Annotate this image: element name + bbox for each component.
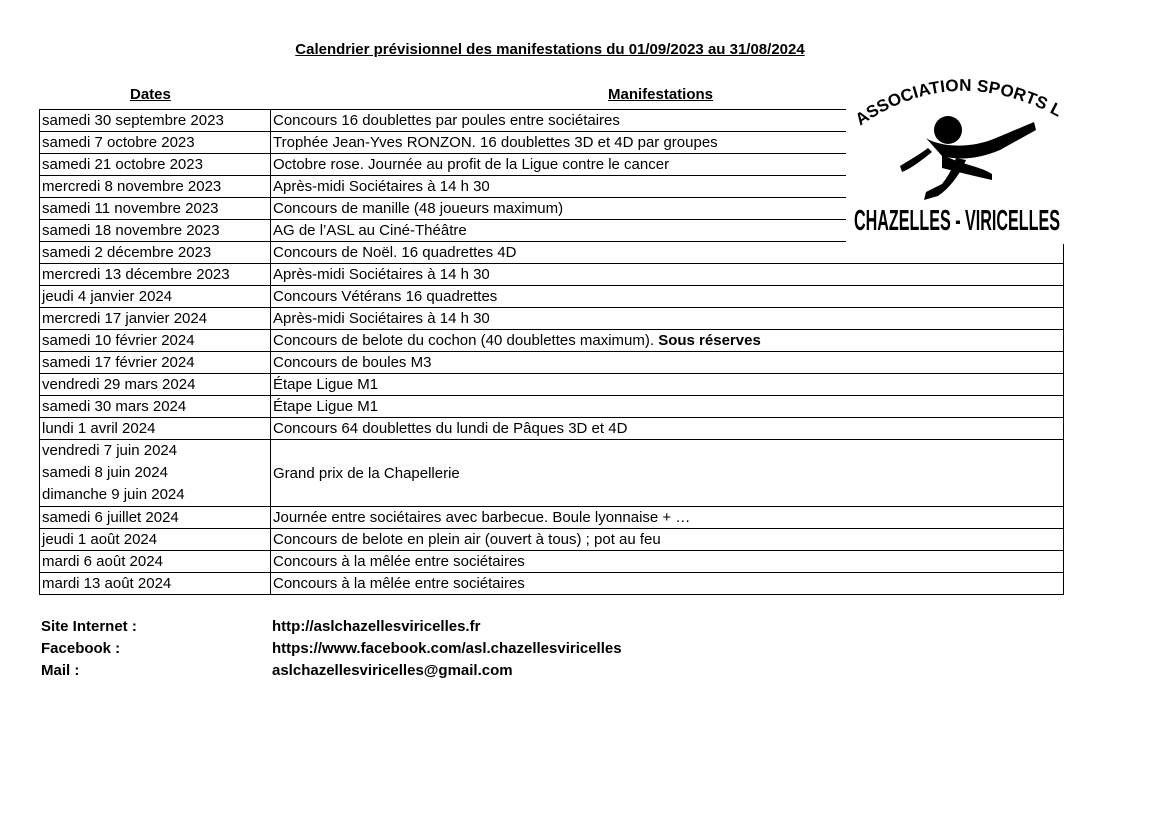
logo-name-text: CHAZELLES - VIRICELLES: [854, 205, 1060, 237]
website-link[interactable]: http://aslchazellesviricelles.fr: [272, 618, 481, 635]
event-cell: Étape Ligue M1: [271, 374, 1064, 396]
date-cell: mardi 13 août 2024: [40, 573, 271, 595]
date-cell: vendredi 29 mars 2024: [40, 374, 271, 396]
date-cell: samedi 21 octobre 2023: [40, 154, 271, 176]
event-cell: Concours à la mêlée entre sociétaires: [271, 573, 1064, 595]
date-line: dimanche 9 juin 2024: [42, 486, 185, 503]
table-row: [40, 440, 1064, 507]
event-cell: Concours de belote en plein air (ouvert à tous) ; pot au feu: [271, 529, 1064, 551]
date-cell: samedi 6 juillet 2024: [40, 507, 271, 529]
mail-link[interactable]: aslchazellesviricelles@gmail.com: [272, 662, 513, 679]
event-cell: Journée entre sociétaires avec barbecue. Boule lyonnaise + …: [271, 507, 1064, 529]
date-cell: samedi 10 février 2024: [40, 330, 271, 352]
event-cell: AG de l’ASL au Ciné-Théâtre: [271, 220, 1064, 242]
date-line: samedi 8 juin 2024: [42, 464, 168, 481]
event-cell: Après-midi Sociétaires à 14 h 30: [271, 308, 1064, 330]
club-logo: [846, 68, 1068, 244]
table-row: [40, 330, 1064, 352]
table-row: [40, 308, 1064, 330]
event-note-bold: Sous réserves: [658, 332, 761, 349]
table-row: [40, 551, 1064, 573]
table-row: [40, 264, 1064, 286]
table-row: [40, 396, 1064, 418]
facebook-link[interactable]: https://www.facebook.com/asl.chazellesviricelles: [272, 640, 622, 657]
event-cell: Concours à la mêlée entre sociétaires: [271, 551, 1064, 573]
event-text: Concours de belote du cochon (40 doublettes maximum).: [273, 332, 659, 349]
date-cell: jeudi 4 janvier 2024: [40, 286, 271, 308]
date-cell: samedi 17 février 2024: [40, 352, 271, 374]
date-cell: mercredi 13 décembre 2023: [40, 264, 271, 286]
event-cell: Octobre rose. Journée au profit de la Ligue contre le cancer: [271, 154, 1064, 176]
date-cell: samedi 11 novembre 2023: [40, 198, 271, 220]
player-silhouette: [900, 116, 1036, 200]
header-dates: Dates: [130, 86, 171, 103]
event-cell: Concours de manille (48 joueurs maximum): [271, 198, 1064, 220]
table-row: [40, 573, 1064, 595]
date-cell: mardi 6 août 2024: [40, 551, 271, 573]
contact-label: Site Internet :: [41, 618, 137, 635]
contact-label: Mail :: [41, 662, 80, 679]
date-line: vendredi 7 juin 2024: [42, 442, 178, 459]
date-cell: samedi 18 novembre 2023: [40, 220, 271, 242]
date-cell: jeudi 1 août 2024: [40, 529, 271, 551]
date-cell: lundi 1 avril 2024: [40, 418, 271, 440]
event-cell: Après-midi Sociétaires à 14 h 30: [271, 176, 1064, 198]
event-cell: Concours 16 doublettes par poules entre sociétaires: [271, 110, 1064, 132]
table-row: [40, 352, 1064, 374]
event-cell: [271, 330, 1064, 352]
date-cell: mercredi 17 janvier 2024: [40, 308, 271, 330]
contact-label: Facebook :: [41, 640, 121, 657]
date-cell: mercredi 8 novembre 2023: [40, 176, 271, 198]
date-cell: samedi 2 décembre 2023: [40, 242, 271, 264]
table-row: [40, 374, 1064, 396]
event-cell: Trophée Jean-Yves RONZON. 16 doublettes 3D et 4D par groupes: [271, 132, 1064, 154]
table-row: [40, 418, 1064, 440]
table-row: [40, 286, 1064, 308]
event-cell: Après-midi Sociétaires à 14 h 30: [271, 264, 1064, 286]
date-cell: samedi 30 septembre 2023: [40, 110, 271, 132]
table-row: [40, 242, 1064, 264]
event-cell: Concours Vétérans 16 quadrettes: [271, 286, 1064, 308]
date-cell-multi: [40, 440, 271, 507]
event-cell: Concours de Noël. 16 quadrettes 4D: [271, 242, 1064, 264]
logo-arc-text: ASSOCIATION SPORTS L: [851, 75, 1066, 130]
event-cell: Grand prix de la Chapellerie: [271, 440, 1064, 507]
event-cell: Concours 64 doublettes du lundi de Pâques 3D et 4D: [271, 418, 1064, 440]
header-manifestations: Manifestations: [608, 86, 714, 103]
document-title: Calendrier prévisionnel des manifestations du 01/09/2023 au 31/08/2024: [295, 41, 805, 58]
date-cell: samedi 30 mars 2024: [40, 396, 271, 418]
event-cell: Étape Ligue M1: [271, 396, 1064, 418]
table-row: [40, 507, 1064, 529]
table-row: [40, 529, 1064, 551]
date-cell: samedi 7 octobre 2023: [40, 132, 271, 154]
event-cell: Concours de boules M3: [271, 352, 1064, 374]
